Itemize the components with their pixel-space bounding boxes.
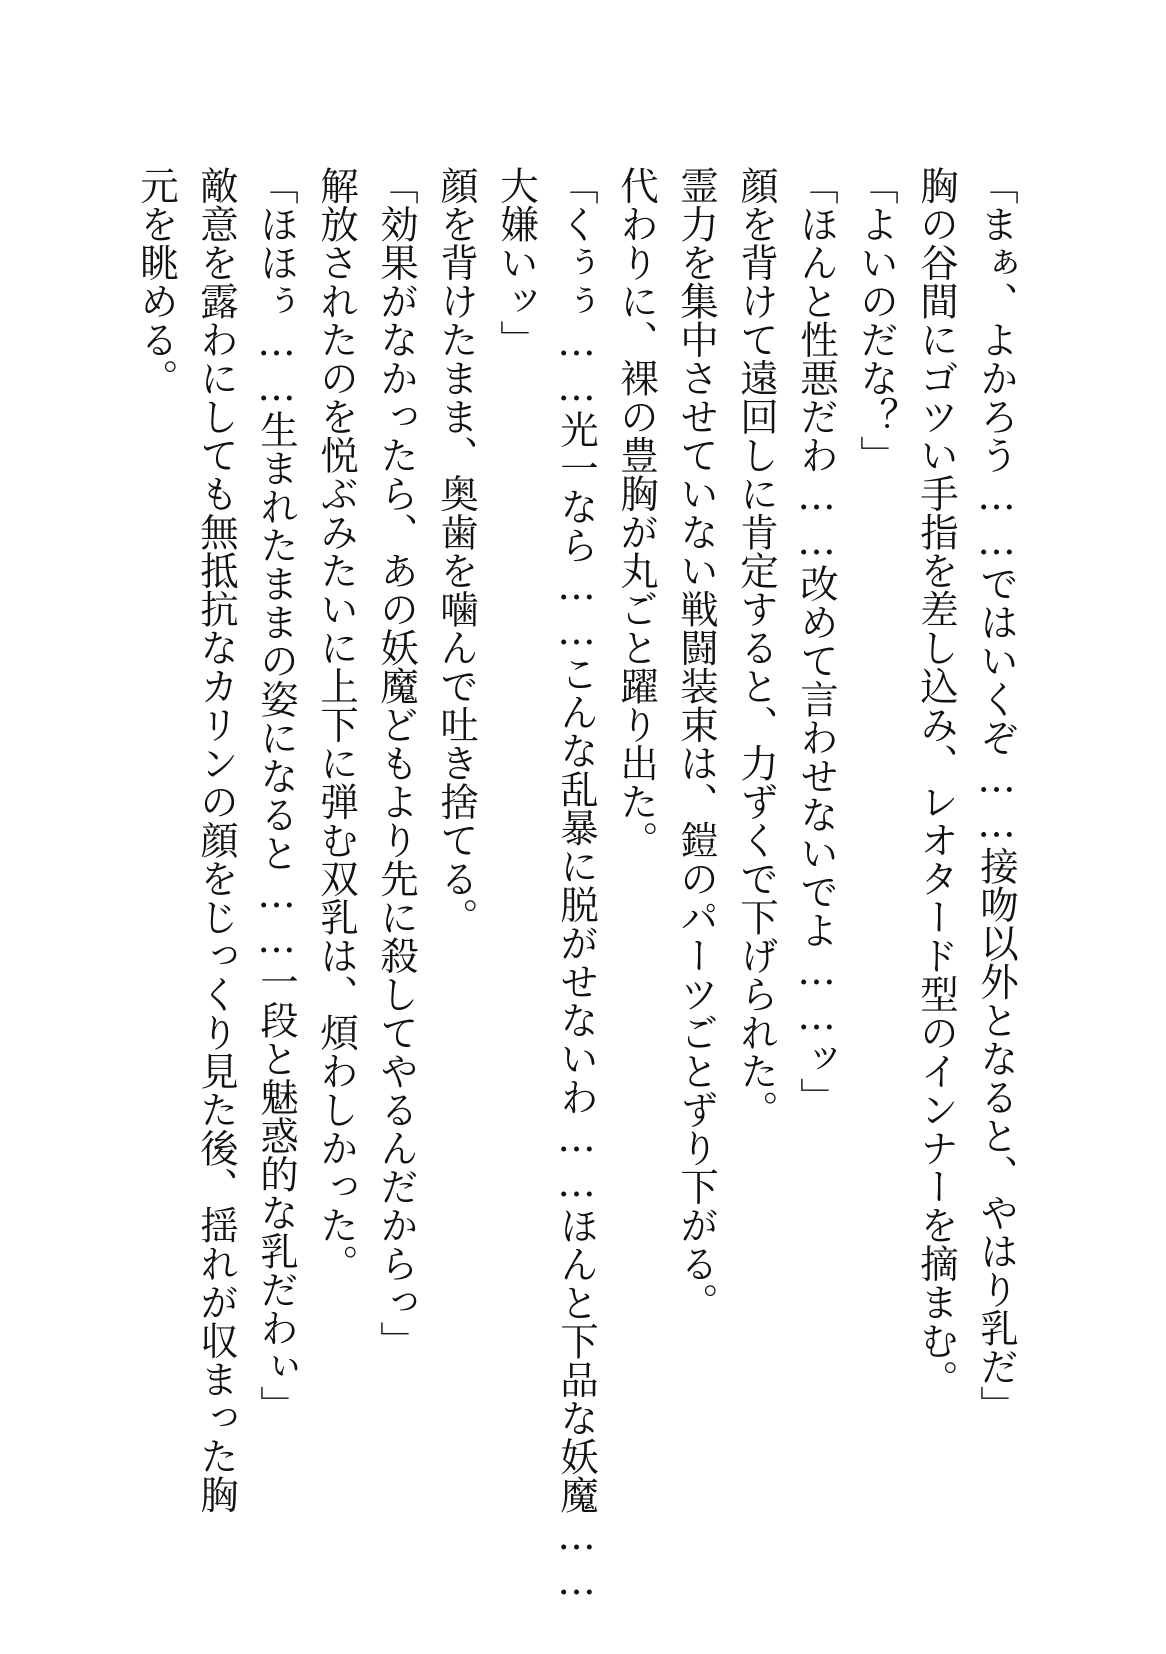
text-line: 胸の谷間にゴツい手指を差し込み、レオタード型のインナーを摘まむ。 [914, 166, 959, 1398]
text-line: 顔を背けたまま、奥歯を噛んで吐き捨てる。 [434, 166, 479, 936]
text-line: 代わりに、裸の豊胸が丸ごと躍り出た。 [614, 166, 659, 859]
text-line: 霊力を集中させていない戦闘装束は、鎧のパーツごとずり下がる。 [674, 166, 719, 1321]
text-line: 「ほほぅ……生まれたままの姿になると……一段と魅惑的な乳だわぃ」 [254, 166, 299, 1424]
text-line: 「ほんと性悪だわ……改めて言わせないでよ……ッ」 [794, 166, 839, 1116]
text-line: 解放されたのを悦ぶみたいに上下に弾む双乳は、煩わしかった。 [314, 166, 359, 1283]
vertical-text-body [126, 166, 1026, 1604]
text-line: 「よいのだな？」 [854, 166, 899, 474]
text-line: 敵意を露わにしても無抵抗なカリンの顔をじっくり見た後、揺れが収まった胸 [194, 166, 239, 1514]
text-line: 大嫌いッ」 [494, 166, 539, 359]
text-line: 「効果がなかったら、あの妖魔どもより先に殺してやるんだからっ」 [374, 166, 419, 1360]
text-line: 「くぅぅ……光一なら……こんな乱暴に脱がせないわ……ほんと下品な妖魔…… [554, 166, 599, 1604]
text-line: 顔を背けて遠回しに肯定すると、力ずくで下げられた。 [734, 166, 779, 1129]
text-line: 「まぁ、よかろう……ではいくぞ……接吻以外となると、やはり乳だ」 [974, 166, 1019, 1424]
text-line: 元を眺める。 [134, 166, 179, 397]
